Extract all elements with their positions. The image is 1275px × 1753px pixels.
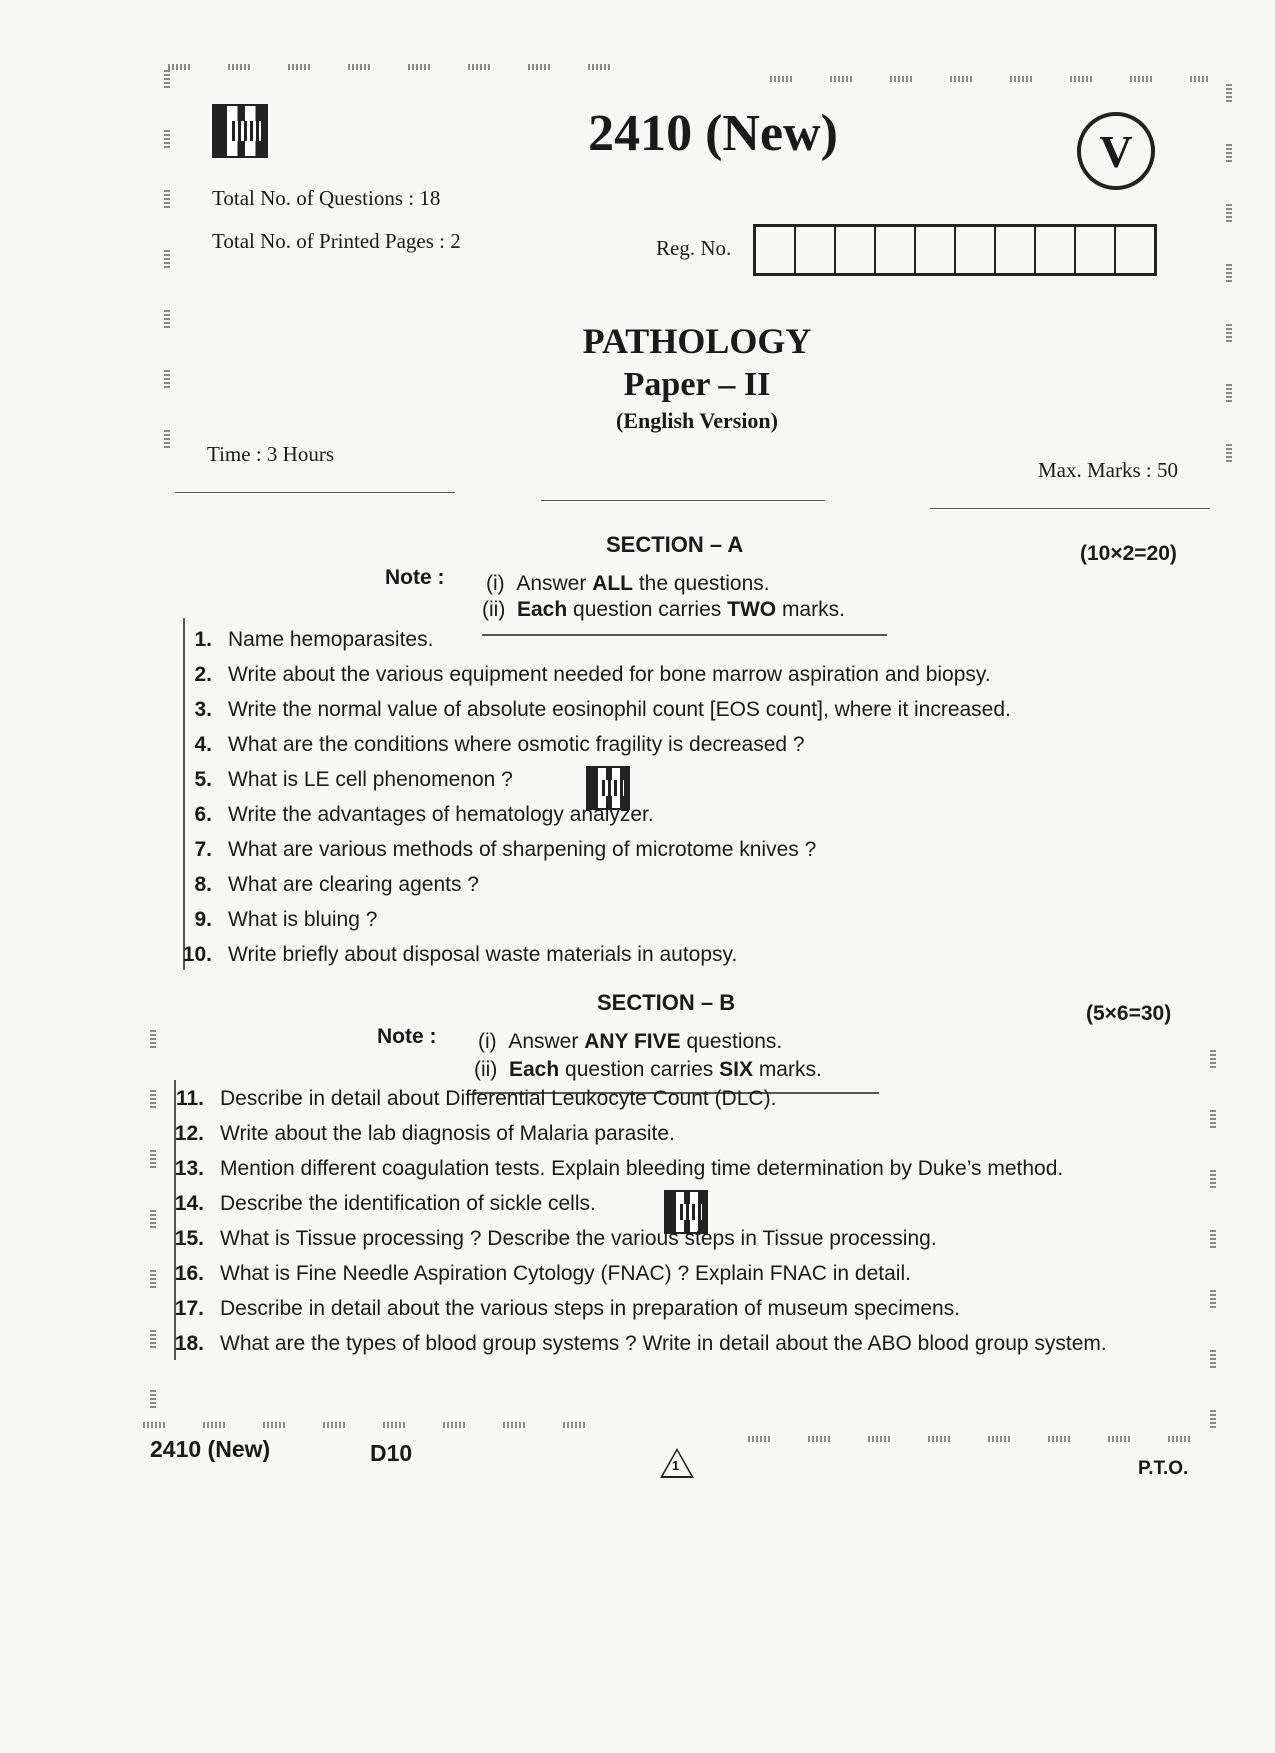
question-text: Mention different coagulation tests. Explain bleeding time determination by Duke’s method. xyxy=(220,1157,1064,1180)
security-border-right-bottom xyxy=(1210,1050,1216,1430)
note-emphasis: ALL xyxy=(592,572,634,595)
question-text: Write about the various equipment needed for bone marrow aspiration and biopsy. xyxy=(228,663,991,686)
question-text: What is Tissue processing ? Describe the various steps in Tissue processing. xyxy=(220,1227,937,1250)
question-number: 11. xyxy=(175,1087,204,1110)
question-item xyxy=(182,732,805,758)
note-text: marks. xyxy=(752,1058,822,1081)
question-item xyxy=(182,872,479,898)
question-item xyxy=(182,802,654,828)
version-letter-badge: V xyxy=(1077,112,1155,190)
note-emphasis: SIX xyxy=(719,1058,753,1081)
question-item xyxy=(182,837,816,863)
reg-box[interactable] xyxy=(796,227,836,273)
question-number: 14. xyxy=(174,1192,204,1215)
question-number: 13. xyxy=(174,1157,204,1180)
divider-center xyxy=(541,500,825,501)
security-border-right-top xyxy=(1226,84,1232,504)
max-marks-label: Max. Marks : 50 xyxy=(1038,458,1178,482)
section-b-note-2 xyxy=(474,1058,822,1082)
question-text: Describe the identification of sickle cells. xyxy=(220,1192,596,1215)
paper-code: 2410 (New) xyxy=(588,105,838,162)
note-prefix: (ii) xyxy=(474,1058,498,1081)
reg-no-label: Reg. No. xyxy=(656,236,732,260)
question-item xyxy=(174,1296,960,1322)
note-prefix: (i) xyxy=(486,572,505,595)
footer-set: D10 xyxy=(370,1440,413,1466)
question-item xyxy=(182,662,991,688)
note-emphasis: ANY FIVE xyxy=(584,1030,681,1053)
question-number: 16. xyxy=(174,1262,204,1285)
question-item xyxy=(182,942,737,968)
question-text: Describe in detail about the various steps in preparation of museum specimens. xyxy=(220,1297,961,1320)
footer-code: 2410 (New) xyxy=(150,1436,271,1462)
time-label: Time : 3 Hours xyxy=(207,442,334,466)
note-text: Answer xyxy=(516,572,593,595)
reg-no-boxes[interactable] xyxy=(753,224,1157,276)
security-border-left-bottom xyxy=(150,1030,156,1410)
note-text: question carries xyxy=(559,1058,720,1081)
section-a-marks: (10×2=20) xyxy=(1080,542,1177,565)
note-emphasis: Each xyxy=(509,1058,560,1081)
question-number: 8. xyxy=(194,873,212,896)
question-text: What are the types of blood group systems ? Write in detail about the ABO blood group system. xyxy=(220,1332,1107,1355)
question-number: 9. xyxy=(194,908,212,931)
question-text: Write about the lab diagnosis of Malaria parasite. xyxy=(220,1122,675,1145)
question-number: 1. xyxy=(194,628,212,651)
question-number: 3. xyxy=(194,698,212,721)
question-number: 7. xyxy=(194,838,212,861)
reg-box[interactable] xyxy=(756,227,796,273)
question-item xyxy=(174,1331,1120,1357)
question-number: 10. xyxy=(182,943,212,966)
question-number: 18. xyxy=(174,1332,204,1355)
section-a-note-underline xyxy=(482,634,887,636)
security-border-bottom-left xyxy=(143,1422,613,1428)
question-item xyxy=(182,907,377,933)
section-a-note-2 xyxy=(482,598,845,622)
divider-right xyxy=(930,508,1210,509)
reg-box[interactable] xyxy=(1116,227,1154,273)
question-text: What are clearing agents ? xyxy=(228,873,479,896)
version-label: (English Version) xyxy=(616,408,778,433)
note-emphasis: TWO xyxy=(727,598,777,621)
question-text: What are the conditions where osmotic fragility is decreased ? xyxy=(228,733,805,756)
security-border-left-top xyxy=(164,70,170,480)
note-prefix: (ii) xyxy=(482,598,506,621)
question-text: Describe in detail about Differential Leukocyte Count (DLC). xyxy=(220,1087,777,1110)
question-item xyxy=(174,1226,937,1252)
security-border-top-right xyxy=(770,76,1210,82)
note-prefix: (i) xyxy=(478,1030,497,1053)
question-text: What is Fine Needle Aspiration Cytology (FNAC) ? Explain FNAC in detail. xyxy=(220,1262,911,1285)
question-text: Write the normal value of absolute eosinophil count [EOS count], where it increased. xyxy=(228,698,1011,721)
reg-box[interactable] xyxy=(956,227,996,273)
question-number: 6. xyxy=(194,803,212,826)
question-item xyxy=(174,1086,776,1112)
note-text: Answer xyxy=(508,1030,585,1053)
question-text: What is bluing ? xyxy=(228,908,378,931)
security-border-bottom-right xyxy=(748,1436,1213,1442)
question-item xyxy=(174,1191,596,1217)
subject-title: PATHOLOGY xyxy=(582,321,812,361)
section-b-note-label: Note : xyxy=(377,1025,437,1048)
question-number: 15. xyxy=(174,1227,204,1250)
question-text: What is LE cell phenomenon ? xyxy=(228,768,513,791)
question-number: 12. xyxy=(174,1122,204,1145)
question-item xyxy=(182,697,1011,723)
reg-box[interactable] xyxy=(1036,227,1076,273)
page-number: 1 xyxy=(672,1458,680,1473)
total-questions: Total No. of Questions : 18 xyxy=(212,186,441,210)
note-emphasis: Each xyxy=(517,598,568,621)
section-b-marks: (5×6=30) xyxy=(1086,1002,1172,1025)
section-a-note-label: Note : xyxy=(385,566,445,589)
question-item xyxy=(174,1261,911,1287)
question-item xyxy=(182,627,433,653)
question-text: What are various methods of sharpening of microtome knives ? xyxy=(228,838,817,861)
question-number: 17. xyxy=(174,1297,204,1320)
reg-box[interactable] xyxy=(1076,227,1116,273)
total-pages: Total No. of Printed Pages : 2 xyxy=(212,229,461,253)
note-text: question carries xyxy=(567,598,728,621)
section-a-title: SECTION – A xyxy=(606,532,744,557)
pto-label: P.T.O. xyxy=(1138,1458,1189,1479)
security-border-top-left xyxy=(168,64,643,70)
question-item xyxy=(174,1121,675,1147)
divider-left xyxy=(175,492,455,493)
reg-box[interactable] xyxy=(876,227,916,273)
section-b-title: SECTION – B xyxy=(597,990,736,1015)
reg-box[interactable] xyxy=(996,227,1036,273)
question-text: Write briefly about disposal waste materials in autopsy. xyxy=(228,943,738,966)
reg-box[interactable] xyxy=(836,227,876,273)
question-number: 2. xyxy=(194,663,212,686)
question-item xyxy=(182,767,513,793)
section-a-note-1 xyxy=(486,572,770,596)
question-item xyxy=(174,1156,1063,1182)
note-text: marks. xyxy=(776,598,845,621)
note-text: questions. xyxy=(680,1030,783,1053)
paper-title: Paper – II xyxy=(623,366,771,403)
question-text: Write the advantages of hematology analyzer. xyxy=(228,803,654,826)
question-number: 4. xyxy=(194,733,212,756)
question-number: 5. xyxy=(194,768,212,791)
note-text: the questions. xyxy=(633,572,770,595)
reg-box[interactable] xyxy=(916,227,956,273)
barcode-qr-icon xyxy=(212,104,268,158)
section-b-note-1 xyxy=(478,1030,782,1054)
question-text: Name hemoparasites. xyxy=(228,628,434,651)
